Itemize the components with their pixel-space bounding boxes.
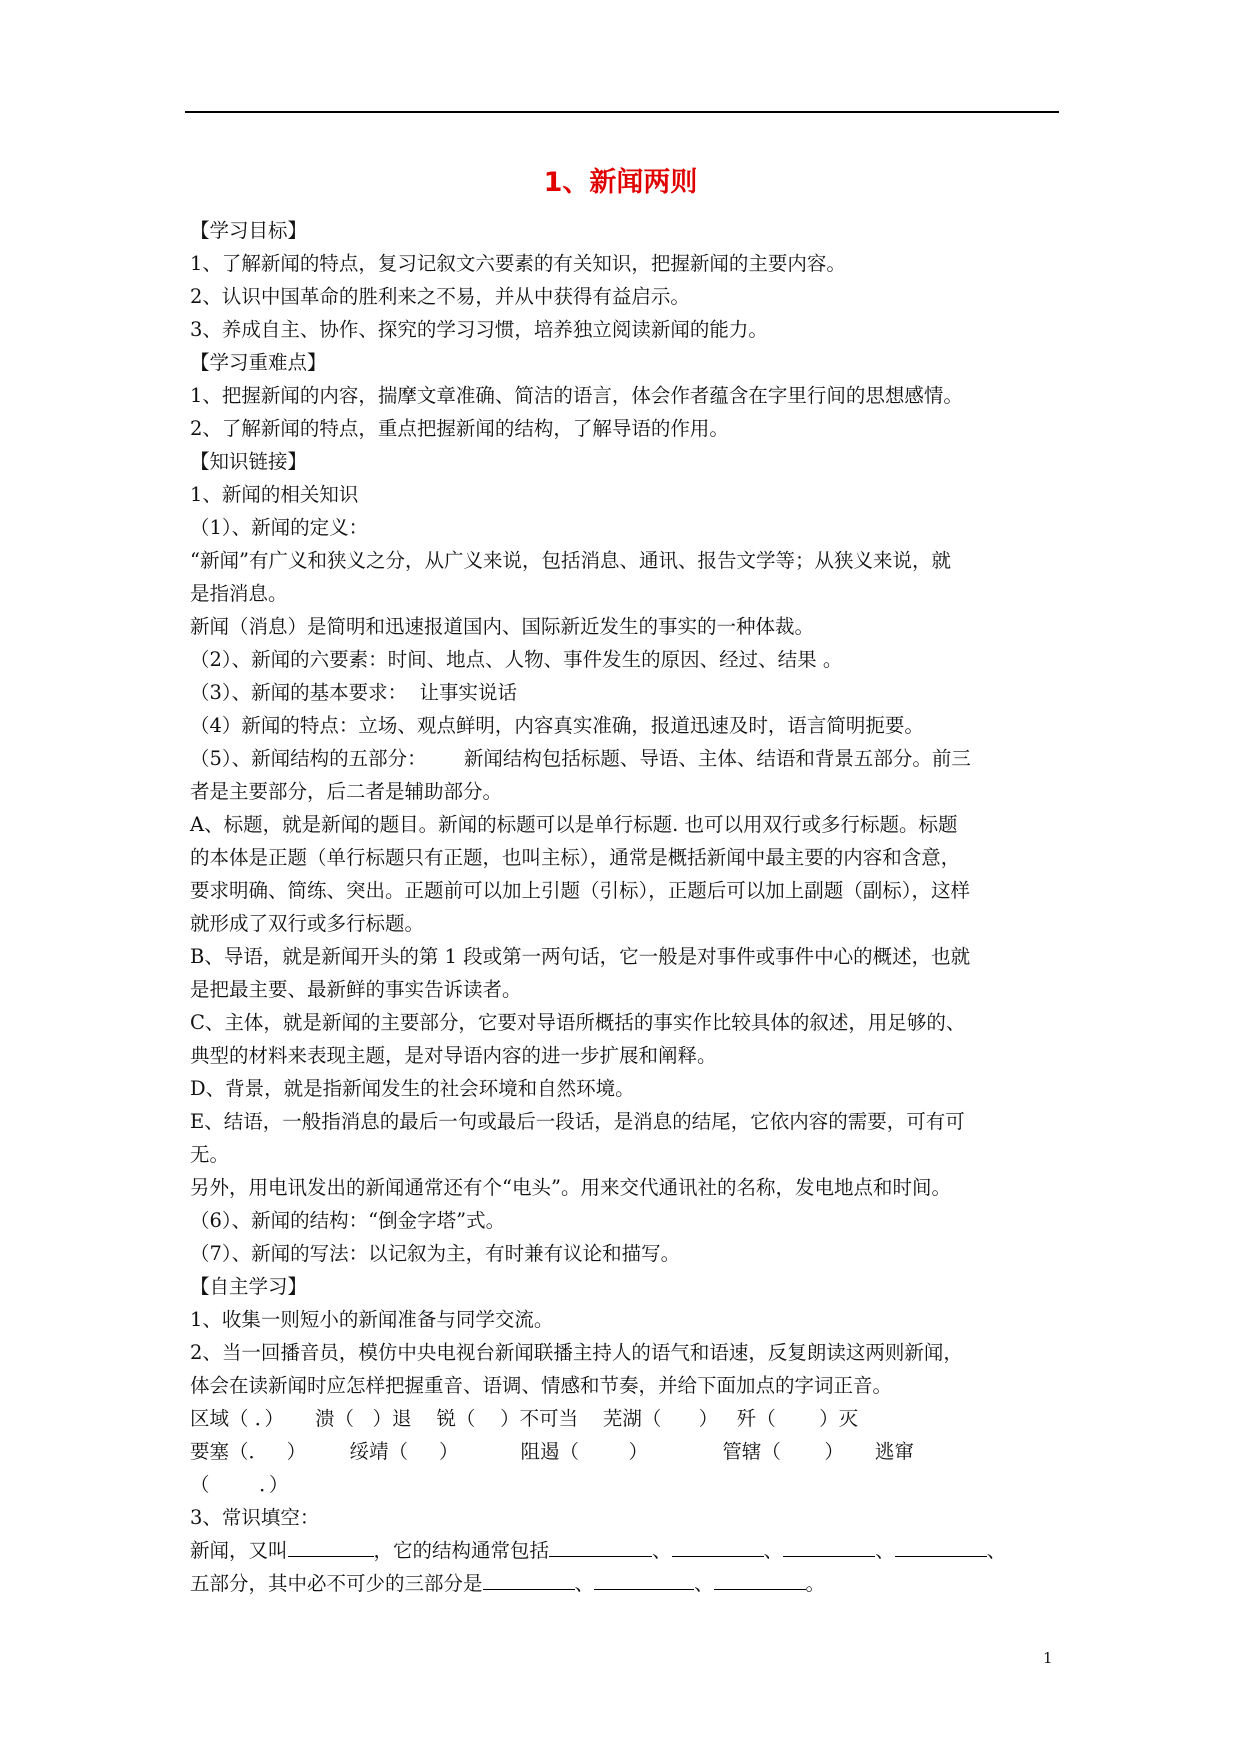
text-line: 典型的材料来表现主题，是对导语内容的进一步扩展和阐释。 xyxy=(190,1044,717,1067)
text-line: 就形成了双行或多行标题。 xyxy=(190,912,425,935)
text-line: 【学习重难点】 xyxy=(190,351,327,374)
answer-blank[interactable] xyxy=(549,1535,652,1557)
page-title: 1、新闻两则 xyxy=(543,167,698,198)
text-line: 2、当一回播音员，模仿中央电视台新闻联播主持人的语气和语速，反复朗读这两则新闻， xyxy=(190,1341,963,1364)
fill-blank-line-1: 新闻，又叫 ，它的结构通常包括 、 、 、 、 xyxy=(190,1534,1058,1567)
text-line: 无。 xyxy=(190,1143,230,1166)
text-line: 者是主要部分，后二者是辅助部分。 xyxy=(190,780,503,803)
text-line: （7）、新闻的写法：以记叙为主，有时兼有议论和描写。 xyxy=(190,1242,681,1265)
document-body xyxy=(190,214,1058,1600)
answer-blank[interactable] xyxy=(288,1535,374,1557)
answer-blank[interactable] xyxy=(895,1535,987,1557)
text-line: 是指消息。 xyxy=(190,582,288,605)
fill-blank-line-2: 五部分，其中必不可少的三部分是 、 、 。 xyxy=(190,1567,1058,1600)
text-line: 区域（ ．） 溃（ ）退 锐（ ）不可当 芜湖（ ） 歼（ ）灭 xyxy=(190,1407,859,1430)
answer-blank[interactable] xyxy=(714,1568,806,1590)
header-rule xyxy=(185,111,1059,113)
text-line: E、结语，一般指消息的最后一句或最后一段话，是消息的结尾，它依内容的需要，可有可 xyxy=(190,1110,965,1133)
text-line: 【学习目标】 xyxy=(190,219,308,242)
text-line: 要求明确、简练、突出。正题前可以加上引题（引标），正题后可以加上副题（副标），这样 xyxy=(190,879,971,902)
text-line: （3）、新闻的基本要求： 让事实说话 xyxy=(190,681,518,704)
text-line: （5）、新闻结构的五部分： 新闻结构包括标题、导语、主体、结语和背景五部分。前三 xyxy=(190,747,971,770)
text-line: 2、了解新闻的特点，重点把握新闻的结构，了解导语的作用。 xyxy=(190,417,729,440)
text-line: C、主体，就是新闻的主要部分，它要对导语所概括的事实作比较具体的叙述，用足够的、 xyxy=(190,1011,966,1034)
text-line: 1、新闻的相关知识 xyxy=(190,483,359,506)
answer-blank[interactable] xyxy=(783,1535,875,1557)
text-line: 1、把握新闻的内容，揣摩文章准确、简洁的语言，体会作者蕴含在字里行间的思想感情。 xyxy=(190,384,963,407)
text-line: （1）、新闻的定义： xyxy=(190,516,369,539)
answer-blank[interactable] xyxy=(672,1535,764,1557)
text-line: 【知识链接】 xyxy=(190,450,308,473)
text-line: 1、了解新闻的特点，复习记叙文六要素的有关知识，把握新闻的主要内容。 xyxy=(190,252,846,275)
text-line: （6）、新闻的结构：“倒金字塔”式。 xyxy=(190,1209,506,1232)
text-line: 是把最主要、最新鲜的事实告诉读者。 xyxy=(190,978,522,1001)
text-line: A、标题，就是新闻的题目。新闻的标题可以是单行标题. 也可以用双行或多行标题。标题 xyxy=(190,813,958,836)
text-line: 【自主学习】 xyxy=(190,1275,308,1298)
text-line: （2）、新闻的六要素：时间、地点、人物、事件发生的原因、经过、结果 。 xyxy=(190,648,843,671)
text-line: B、导语，就是新闻开头的第 1 段或第一两句话，它一般是对事件或事件中心的概述，也就 xyxy=(190,945,971,968)
text-line: 的本体是正题（单行标题只有正题，也叫主标），通常是概括新闻中最主要的内容和含意， xyxy=(190,846,961,869)
text-line: “新闻”有广义和狭义之分，从广义来说，包括消息、通讯、报告文学等；从狭义来说，就 xyxy=(190,549,951,572)
answer-blank[interactable] xyxy=(483,1568,575,1590)
text-line: （ ．） xyxy=(190,1473,289,1496)
text-line: 3、常识填空： xyxy=(190,1506,320,1529)
text-line: 新闻（消息）是简明和迅速报道国内、国际新近发生的事实的一种体裁。 xyxy=(190,615,815,638)
answer-blank[interactable] xyxy=(594,1568,694,1590)
text-line: D、背景，就是指新闻发生的社会环境和自然环境。 xyxy=(190,1077,635,1100)
page-number: 1 xyxy=(1043,1649,1053,1667)
text-line: （4）新闻的特点：立场、观点鲜明，内容真实准确，报道迅速及时，语言简明扼要。 xyxy=(190,714,924,737)
text-line: 体会在读新闻时应怎样把握重音、语调、情感和节奏，并给下面加点的字词正音。 xyxy=(190,1374,893,1397)
text-line: 1、收集一则短小的新闻准备与同学交流。 xyxy=(190,1308,554,1331)
text-line: 2、认识中国革命的胜利来之不易，并从中获得有益启示。 xyxy=(190,285,690,308)
text-line: 3、养成自主、协作、探究的学习习惯，培养独立阅读新闻的能力。 xyxy=(190,318,768,341)
text-line: 要塞（． ） 绥靖（ ） 阻遏（ ） 管辖（ ） 逃窜 xyxy=(190,1440,914,1463)
text-line: 另外，用电讯发出的新闻通常还有个“电头”。用来交代通讯社的名称，发电地点和时间。 xyxy=(190,1176,951,1199)
